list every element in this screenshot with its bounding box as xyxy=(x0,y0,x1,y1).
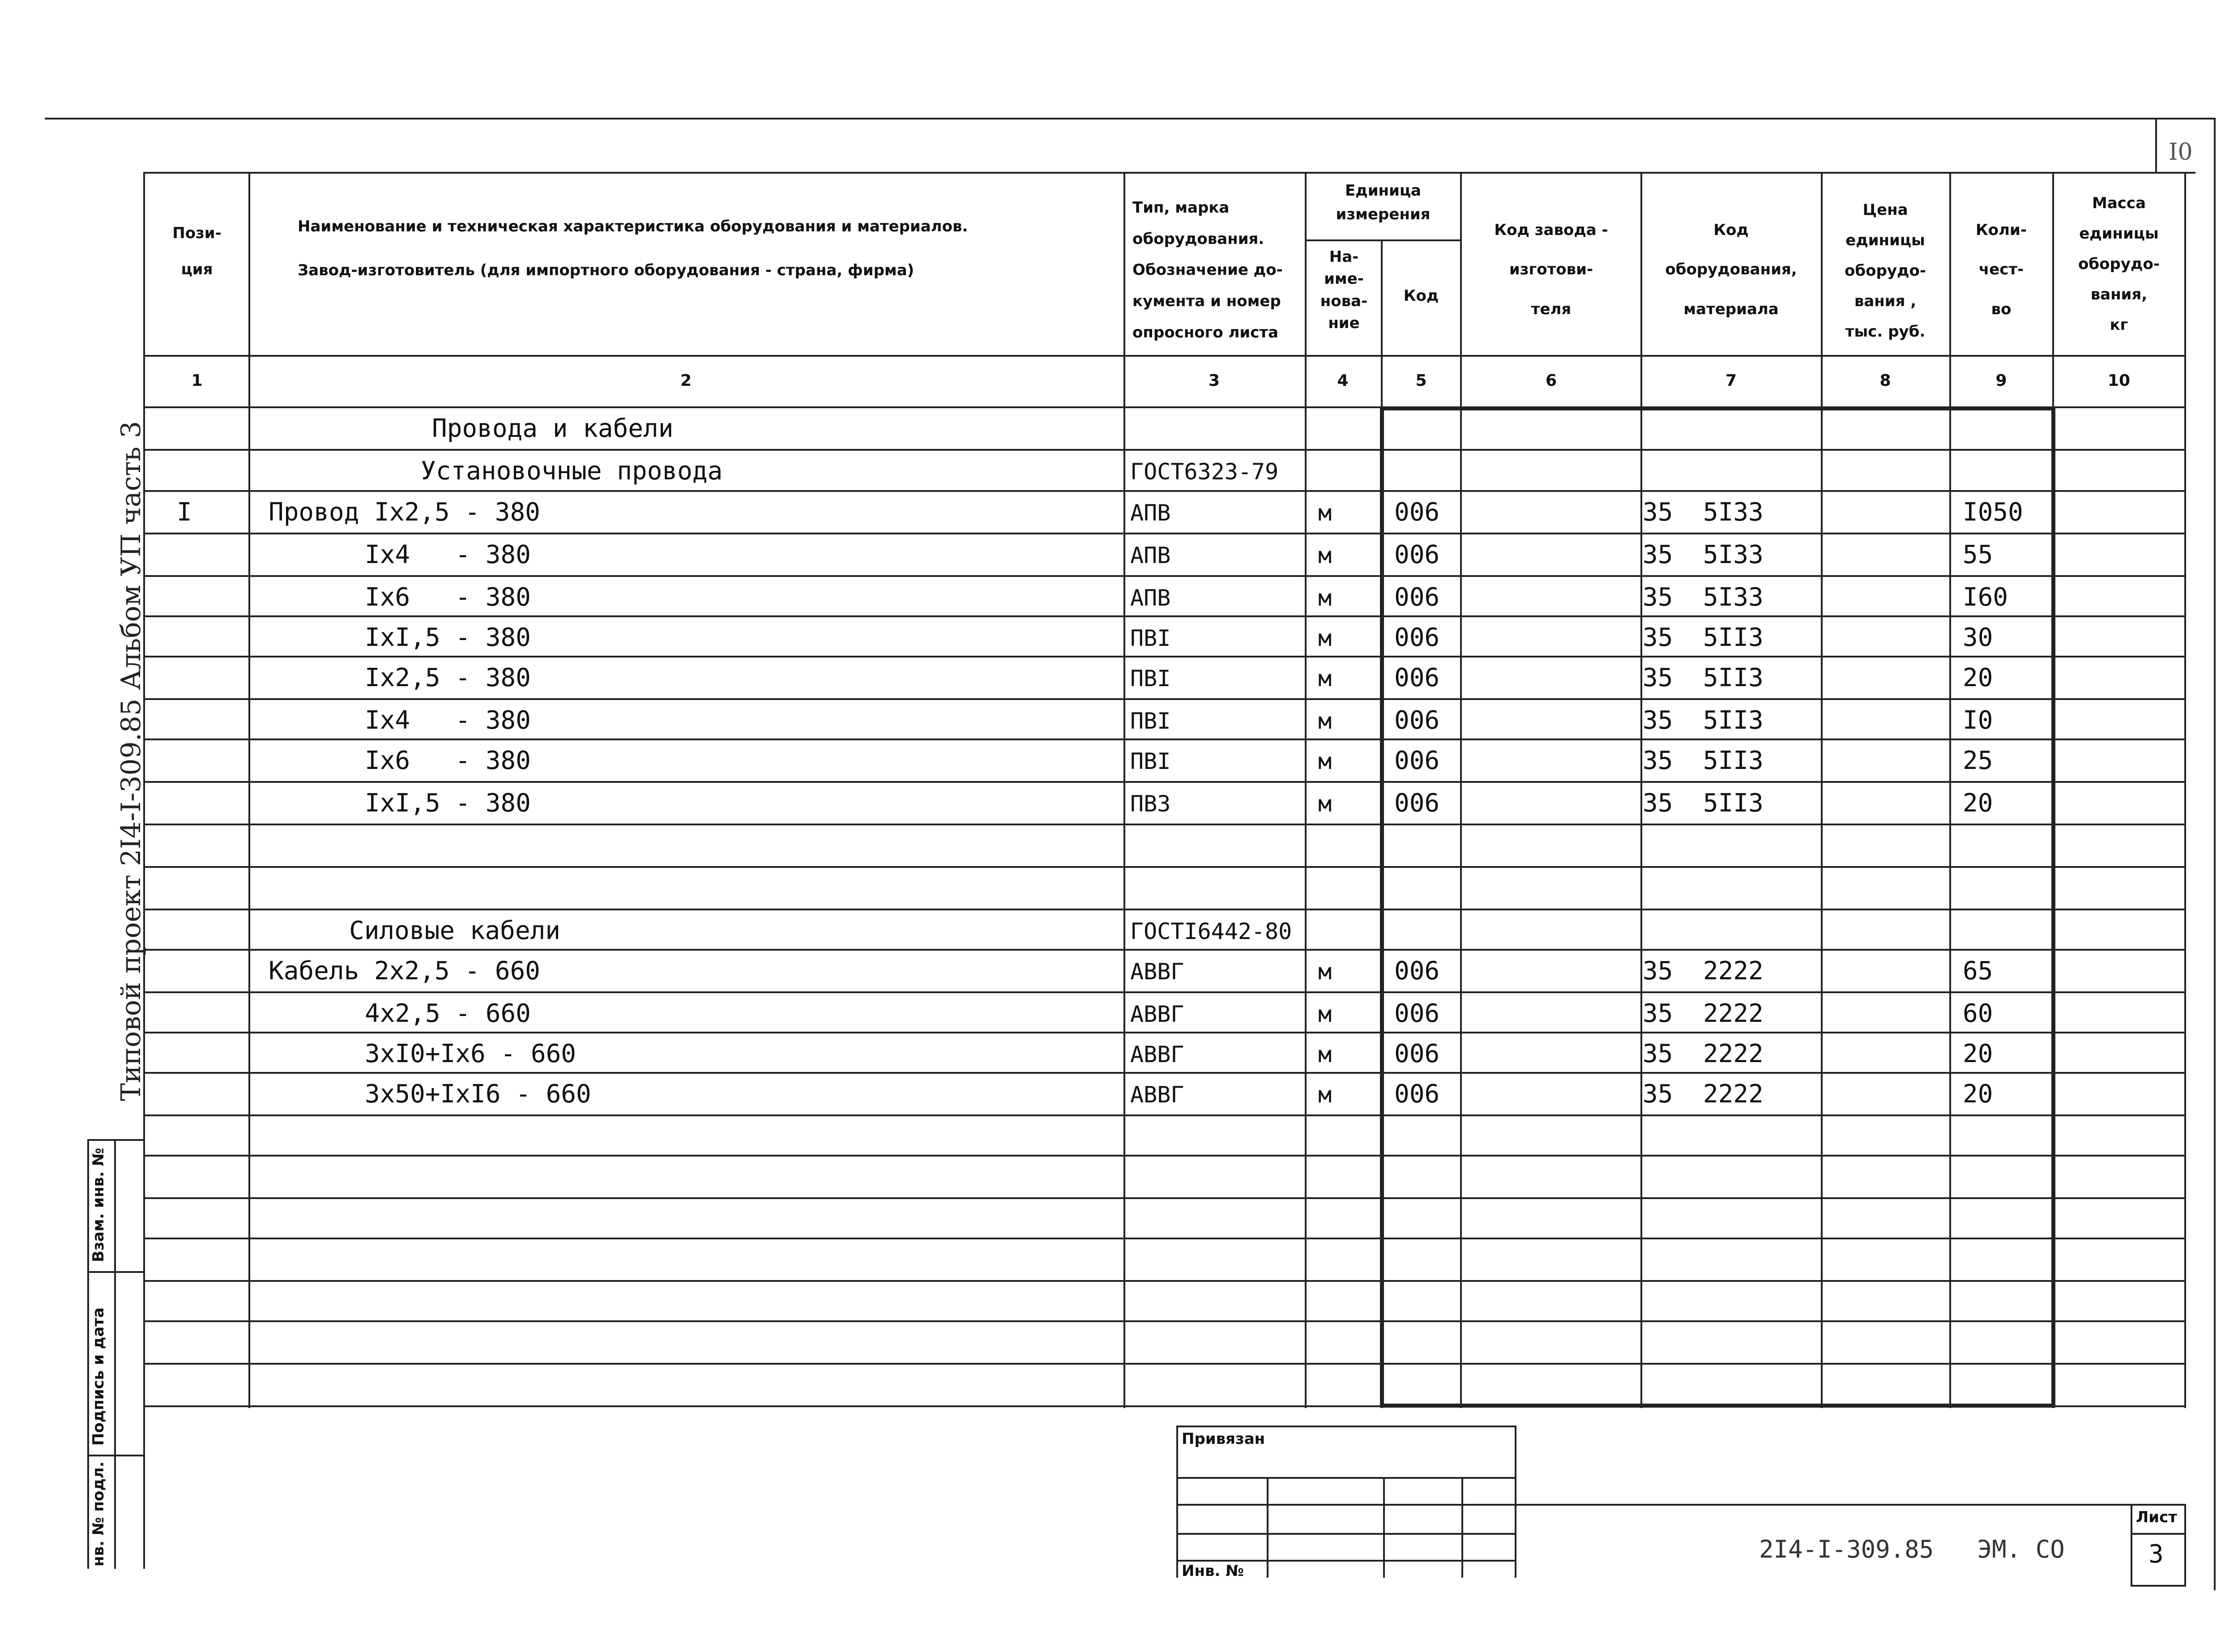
header-type-l3: Обозначение до- xyxy=(1132,261,1283,279)
header-unit-group xyxy=(1307,179,1459,226)
row-line xyxy=(143,615,2186,617)
row-line xyxy=(143,1405,2186,1407)
sheet-label: Лист xyxy=(2136,1508,2177,1526)
row-doc: АВВГ xyxy=(1130,1001,1184,1027)
header-type-l4: кумента и номер xyxy=(1132,292,1281,311)
row-qty: 65 xyxy=(1963,956,1993,986)
header-mass-l1: Масса xyxy=(2092,194,2146,212)
corner-box-left xyxy=(2155,118,2157,172)
header-type-l5: опросного листа xyxy=(1132,323,1279,341)
row-code: 006 xyxy=(1394,623,1440,652)
row-qty: 20 xyxy=(1963,663,1993,692)
sheet-box-bottom xyxy=(2131,1585,2186,1587)
header-type-l1: Тип, марка xyxy=(1132,199,1230,217)
row-qty: 25 xyxy=(1963,746,1993,775)
row-qty: 55 xyxy=(1963,540,1993,569)
row-unit: м xyxy=(1318,1001,1332,1027)
header-type-l2: оборудования. xyxy=(1132,230,1264,248)
header-unit-l2: измерения xyxy=(1336,205,1431,223)
row-unit: м xyxy=(1318,959,1332,985)
stamp-privyazan: Привязан xyxy=(1182,1430,1265,1448)
stamp-right xyxy=(1515,1426,1516,1578)
header-factory-l1: Код завода - xyxy=(1494,221,1608,239)
stamp-row2 xyxy=(1176,1504,1516,1506)
row-code: 006 xyxy=(1394,498,1440,527)
row-name: 3х50+IхI6 - 660 xyxy=(365,1080,591,1109)
row-line xyxy=(143,824,2186,825)
row-line xyxy=(143,1320,2186,1322)
header-unit-name-l1: На- xyxy=(1329,248,1359,266)
header-equip-l3: материала xyxy=(1683,300,1779,318)
header-type xyxy=(1132,192,1303,348)
document-code: 2I4-I-309.85 ЭМ. СО xyxy=(1759,1535,2065,1563)
row-code: 006 xyxy=(1394,1080,1440,1109)
row-doc: АВВГ xyxy=(1130,1082,1184,1108)
row-equip-code: 35 5I33 xyxy=(1643,583,1764,612)
row-qty: I0 xyxy=(1963,706,1993,735)
row-qty: 30 xyxy=(1963,623,1993,652)
row-line xyxy=(143,1072,2186,1074)
sheet-corner-number: I0 xyxy=(2169,139,2193,166)
colnum-5: 5 xyxy=(1415,371,1427,390)
row-qty: I60 xyxy=(1963,583,2008,612)
row-line xyxy=(143,1155,2186,1157)
row-name: Провода и кабели xyxy=(432,414,674,443)
row-doc: ГОСТI6442-80 xyxy=(1130,918,1292,944)
header-mass-l3: оборудо- xyxy=(2078,255,2160,273)
row-line xyxy=(143,1280,2186,1282)
row-equip-code: 35 2222 xyxy=(1643,1080,1764,1109)
row-code: 006 xyxy=(1394,540,1440,569)
thick-box-right xyxy=(2051,406,2055,1407)
row-unit: м xyxy=(1318,542,1332,568)
colnum-7: 7 xyxy=(1725,371,1737,390)
header-equip-l1: Код xyxy=(1713,221,1749,239)
sheet-box-left xyxy=(2131,1504,2132,1587)
row-doc: ГОСТ6323-79 xyxy=(1130,459,1279,485)
row-name: Силовые кабели xyxy=(349,916,561,945)
row-name: Iх6 - 380 xyxy=(365,583,531,612)
row-line xyxy=(143,1032,2186,1033)
side-title: Типовой проект 2I4-I-309.85 Альбом УП часть 3 xyxy=(115,421,147,1101)
colnum-4: 4 xyxy=(1337,371,1349,390)
colnum-3: 3 xyxy=(1208,371,1220,390)
row-unit: м xyxy=(1318,500,1332,526)
colnum-8: 8 xyxy=(1879,371,1891,390)
row-equip-code: 35 5I33 xyxy=(1643,498,1764,527)
row-name: Iх2,5 - 380 xyxy=(365,663,531,692)
thick-box-left xyxy=(1380,406,1384,1407)
row-unit: м xyxy=(1318,1082,1332,1108)
header-mass-l5: кг xyxy=(2110,316,2128,334)
row-equip-code: 35 2222 xyxy=(1643,999,1764,1028)
row-name: Iх4 - 380 xyxy=(365,540,531,569)
row-doc: АПВ xyxy=(1130,500,1171,526)
col-line-7 xyxy=(1821,172,1823,1408)
stamp-col1 xyxy=(1267,1477,1268,1578)
colnum-9: 9 xyxy=(1995,371,2007,390)
row-equip-code: 35 2222 xyxy=(1643,1039,1764,1068)
header-bottom-line xyxy=(143,355,2186,357)
header-unit-name-l3: нова- xyxy=(1320,292,1368,310)
sheet-box-mid xyxy=(2131,1533,2186,1535)
header-unit-name-l2: име- xyxy=(1324,270,1364,288)
row-line xyxy=(143,698,2186,700)
header-name xyxy=(298,215,1112,282)
row-line xyxy=(143,1114,2186,1116)
row-unit: м xyxy=(1318,1042,1332,1067)
sheet-box-right xyxy=(2184,1504,2186,1587)
row-line xyxy=(143,575,2186,577)
colnum-2: 2 xyxy=(680,371,692,390)
row-equip-code: 35 2222 xyxy=(1643,956,1764,986)
row-qty: 60 xyxy=(1963,999,1993,1028)
row-line xyxy=(143,490,2186,492)
row-name: Iх4 - 380 xyxy=(365,706,531,735)
row-qty: 20 xyxy=(1963,789,1993,818)
row-line xyxy=(143,909,2186,910)
row-line xyxy=(143,1363,2186,1365)
header-unit-name-l4: ние xyxy=(1328,314,1360,332)
side-stamp-mid xyxy=(114,1139,116,1569)
row-line xyxy=(143,738,2186,740)
side-stamp-vzam: Взам. инв. № xyxy=(90,1148,107,1262)
row-equip-code: 35 5I33 xyxy=(1643,540,1764,569)
row-name: Установочные провода xyxy=(421,457,723,486)
row-equip-code: 35 5II3 xyxy=(1643,623,1764,652)
header-qty-l2: чест- xyxy=(1978,260,2024,279)
row-unit: м xyxy=(1318,748,1332,774)
col-line-1 xyxy=(248,172,250,1408)
col-line-8 xyxy=(1949,172,1951,1408)
row-equip-code: 35 5II3 xyxy=(1643,789,1764,818)
row-doc: ПВI xyxy=(1130,708,1171,734)
col-line-3 xyxy=(1305,172,1307,1408)
col-line-2 xyxy=(1123,172,1125,1408)
row-line xyxy=(143,866,2186,868)
row-code: 006 xyxy=(1394,706,1440,735)
row-line xyxy=(143,991,2186,993)
row-equip-code: 35 5II3 xyxy=(1643,706,1764,735)
row-unit: м xyxy=(1318,585,1332,611)
header-position-l2: ция xyxy=(181,260,213,278)
row-unit: м xyxy=(1318,666,1332,692)
unit-subheader-line xyxy=(1305,239,1460,241)
row-code: 006 xyxy=(1394,999,1440,1028)
row-qty: 20 xyxy=(1963,1080,1993,1109)
row-line xyxy=(143,949,2186,951)
stamp-inv-no: Инв. № xyxy=(1182,1562,1244,1580)
stamp-col3 xyxy=(1461,1477,1463,1578)
side-stamp-right xyxy=(143,1139,145,1569)
sheet-number: 3 xyxy=(2148,1540,2164,1569)
header-qty-l3: во xyxy=(1991,300,2012,318)
row-doc: ПВI xyxy=(1130,625,1171,651)
row-doc: АВВГ xyxy=(1130,1042,1184,1067)
row-code: 006 xyxy=(1394,746,1440,775)
row-qty: 20 xyxy=(1963,1039,1993,1068)
header-position-l1: Пози- xyxy=(172,224,222,242)
stamp-left xyxy=(1176,1426,1178,1578)
row-name: 4х2,5 - 660 xyxy=(365,999,531,1028)
row-name: Iх6 - 380 xyxy=(365,746,531,775)
stamp-row3 xyxy=(1176,1533,1516,1535)
row-equip-code: 35 5II3 xyxy=(1643,663,1764,692)
header-unit-code: Код xyxy=(1403,287,1439,305)
row-name: IхI,5 - 380 xyxy=(365,789,531,818)
header-price-l2: единицы xyxy=(1845,231,1925,249)
row-code: 006 xyxy=(1394,583,1440,612)
row-unit: м xyxy=(1318,708,1332,734)
row-line xyxy=(143,533,2186,534)
top-border-line xyxy=(45,118,2216,120)
header-price-l1: Цена xyxy=(1862,201,1908,219)
row-code: 006 xyxy=(1394,663,1440,692)
side-stamp-div2 xyxy=(87,1455,143,1456)
side-stamp-sign: Подпись и дата xyxy=(90,1307,107,1446)
row-doc: ПВI xyxy=(1130,666,1171,692)
col-line-5 xyxy=(1460,172,1462,1408)
header-factory-code xyxy=(1463,210,1640,329)
row-name: Провод Iх2,5 - 380 xyxy=(269,498,540,527)
title-block-top xyxy=(1515,1504,2186,1506)
row-name: Кабель 2х2,5 - 660 xyxy=(269,956,540,986)
row-name: 3хI0+Iх6 - 660 xyxy=(365,1039,577,1068)
header-equipment-code xyxy=(1643,210,1819,329)
row-qty: I050 xyxy=(1963,498,2023,527)
row-line xyxy=(143,449,2186,451)
side-stamp-left xyxy=(87,1139,89,1569)
row-doc: АПВ xyxy=(1130,542,1171,568)
row-line xyxy=(143,1197,2186,1199)
stamp-top xyxy=(1176,1426,1516,1427)
row-line xyxy=(143,1238,2186,1239)
row-unit: м xyxy=(1318,791,1332,817)
row-equip-code: 35 5II3 xyxy=(1643,746,1764,775)
numbers-bottom-line xyxy=(143,406,2186,408)
colnum-10: 10 xyxy=(2107,371,2131,390)
row-pos: I xyxy=(177,498,192,527)
col-line-10 xyxy=(2184,172,2186,1408)
stamp-row4 xyxy=(1176,1560,1516,1562)
col-line-6 xyxy=(1640,172,1642,1408)
header-qty-l1: Коли- xyxy=(1976,221,2027,239)
colnum-6: 6 xyxy=(1545,371,1557,390)
row-name: IхI,5 - 380 xyxy=(365,623,531,652)
row-doc: ПВЗ xyxy=(1130,791,1171,817)
header-position xyxy=(148,222,246,281)
header-unit-name xyxy=(1307,246,1381,334)
header-price-l4: вания , xyxy=(1854,292,1917,310)
header-name-l1: Наименование и техническая характеристика оборудования и материалов. xyxy=(298,218,968,235)
header-price xyxy=(1823,195,1948,347)
header-factory-l3: теля xyxy=(1531,300,1572,318)
row-doc: ПВI xyxy=(1130,748,1171,774)
side-stamp-top xyxy=(87,1139,143,1141)
row-doc: АПВ xyxy=(1130,585,1171,611)
side-stamp-div1 xyxy=(87,1271,143,1273)
header-equip-l2: оборудования, xyxy=(1665,260,1797,279)
header-name-l2: Завод-изготовитель (для импортного оборудования - страна, фирма) xyxy=(298,261,914,279)
header-quantity xyxy=(1952,210,2051,329)
header-price-l5: тыс. руб. xyxy=(1845,323,1926,341)
header-mass-l2: единицы xyxy=(2079,225,2159,243)
header-factory-l2: изготови- xyxy=(1509,260,1593,279)
stamp-col2 xyxy=(1383,1477,1385,1578)
header-mass xyxy=(2054,188,2183,340)
colnum-1: 1 xyxy=(191,371,203,390)
side-stamp-invpodl: нв. № подл. xyxy=(90,1461,107,1567)
header-price-l3: оборудо- xyxy=(1845,262,1926,280)
row-code: 006 xyxy=(1394,789,1440,818)
row-code: 006 xyxy=(1394,956,1440,986)
header-mass-l4: вания, xyxy=(2090,286,2148,303)
row-doc: АВВГ xyxy=(1130,959,1184,985)
row-code: 006 xyxy=(1394,1039,1440,1068)
header-unit-l1: Единица xyxy=(1345,182,1421,200)
stamp-row1 xyxy=(1176,1477,1516,1479)
row-line xyxy=(143,781,2186,783)
row-unit: м xyxy=(1318,625,1332,651)
table-top-line xyxy=(143,172,2195,174)
right-frame-line xyxy=(2214,118,2216,1590)
row-line xyxy=(143,656,2186,657)
